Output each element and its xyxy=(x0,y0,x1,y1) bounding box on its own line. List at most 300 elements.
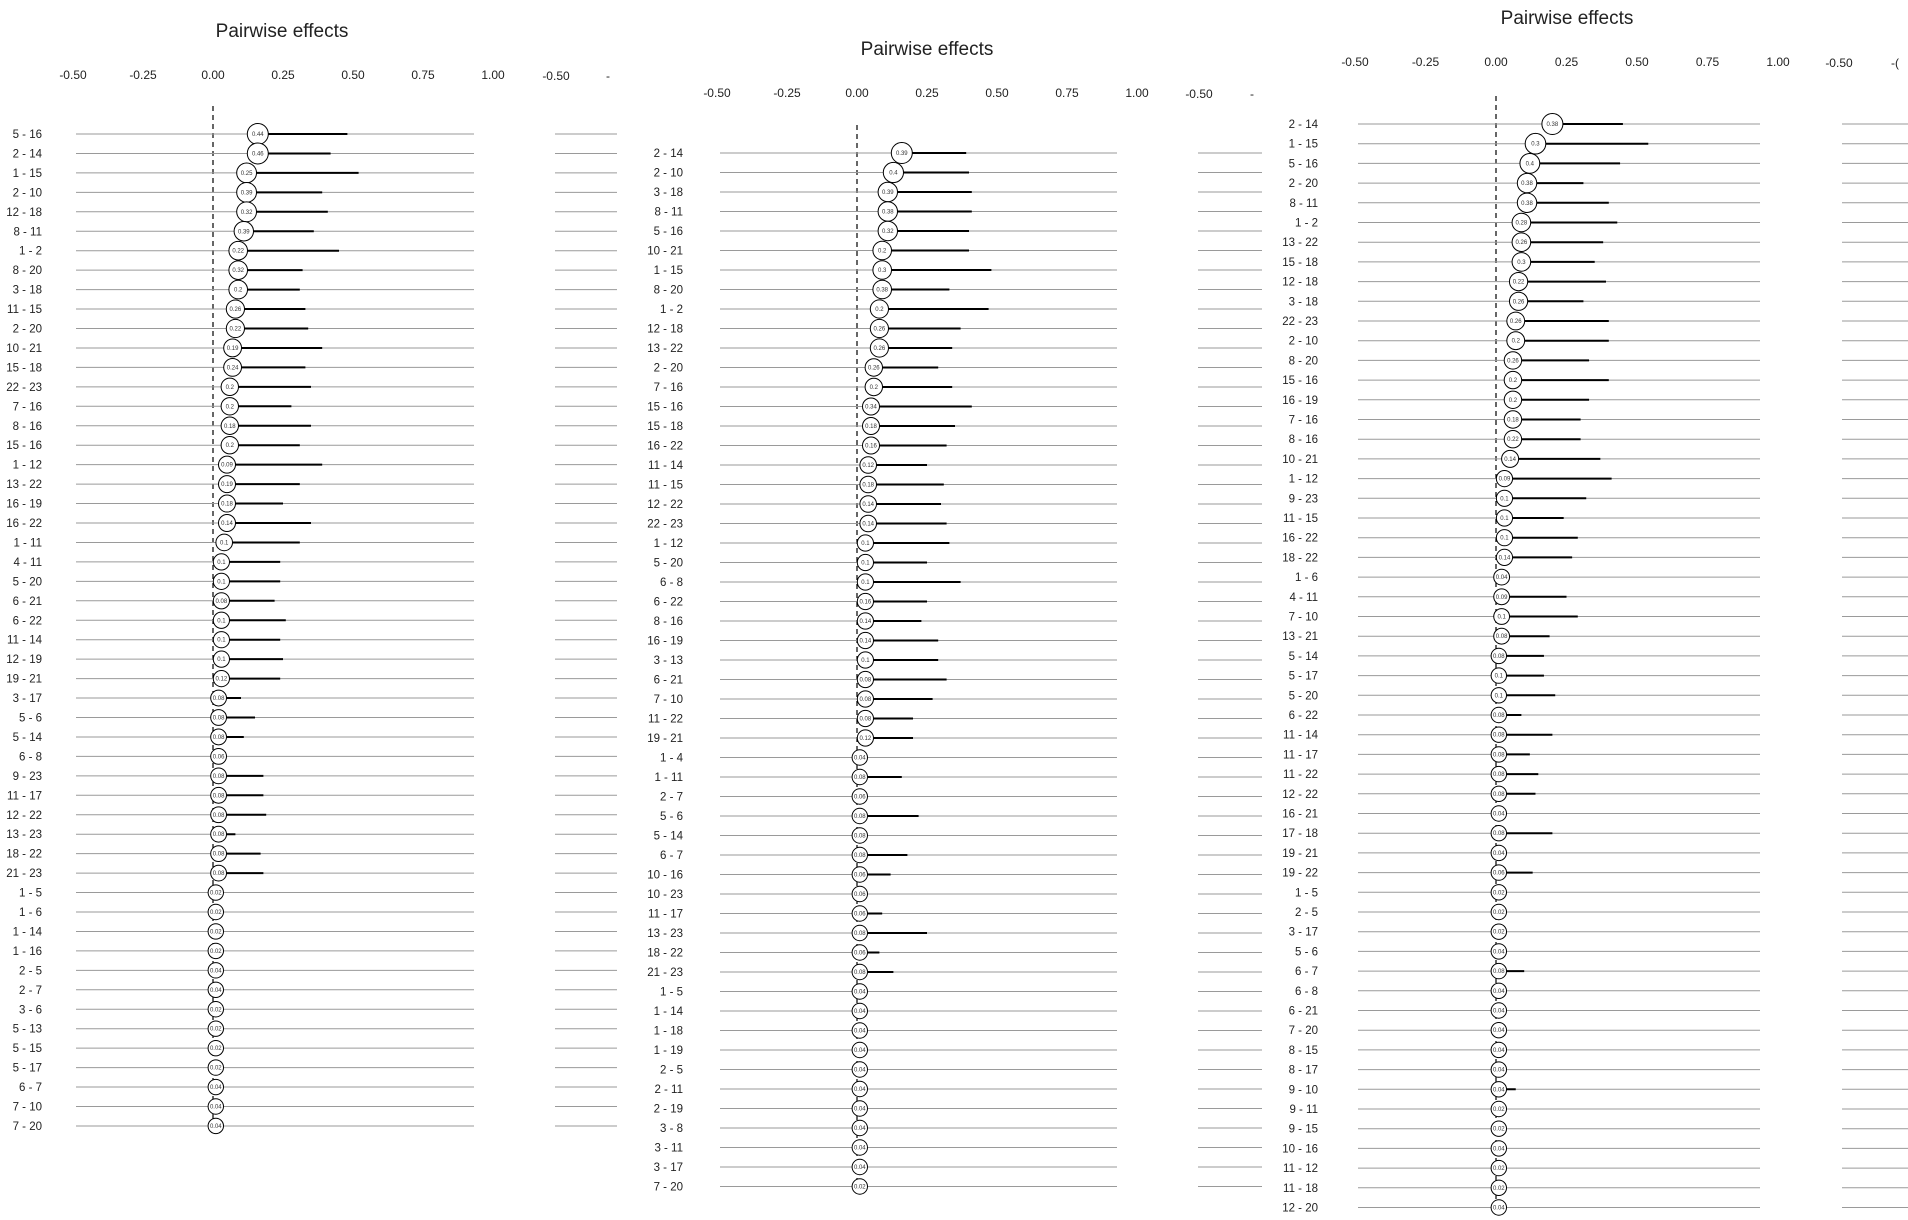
effect-point-label: 0.2 xyxy=(234,287,243,294)
effect-point-label: 0.08 xyxy=(212,832,225,839)
effect-point-label: 0.1 xyxy=(217,559,226,566)
x-tick-label: 0.75 xyxy=(1695,55,1720,69)
pair-label: 15 - 16 xyxy=(6,440,42,453)
effect-point-label: 0.02 xyxy=(209,1007,222,1014)
pair-label: 1 - 15 xyxy=(1288,138,1318,151)
pair-label: 2 - 20 xyxy=(12,323,42,336)
effect-point-label: 0.08 xyxy=(859,697,872,703)
second-axis-tick-label: - xyxy=(606,69,610,83)
pair-label: 5 - 14 xyxy=(653,830,683,843)
effect-point-label: 0.32 xyxy=(881,229,894,235)
effect-point-label: 0.1 xyxy=(861,541,870,547)
effect-point-label: 0.08 xyxy=(212,773,225,780)
pair-label: 12 - 22 xyxy=(647,499,683,511)
pair-label: 9 - 11 xyxy=(1289,1104,1318,1116)
effect-point-label: 0.26 xyxy=(1509,319,1522,325)
effect-point-label: 0.19 xyxy=(226,345,239,352)
pair-label: 7 - 10 xyxy=(12,1101,42,1114)
effect-point-label: 0.04 xyxy=(209,1123,222,1130)
x-tick-label: 1.00 xyxy=(481,68,505,82)
effect-point-label: 0.04 xyxy=(1492,1146,1505,1153)
pair-label: 5 - 14 xyxy=(12,731,42,744)
effect-point-label: 0.08 xyxy=(212,871,225,878)
x-tick-label: 0.75 xyxy=(1055,86,1079,100)
pair-label: 1 - 14 xyxy=(12,926,42,939)
x-tick-label: 0.50 xyxy=(985,86,1009,100)
pair-label: 6 - 22 xyxy=(12,615,42,628)
effect-point-label: 0.38 xyxy=(876,287,889,294)
effect-point-label: 0.08 xyxy=(853,970,866,976)
pair-label: 5 - 15 xyxy=(12,1043,42,1056)
pair-label: 5 - 20 xyxy=(653,557,683,570)
pair-label: 1 - 12 xyxy=(12,459,42,472)
pair-label: 22 - 23 xyxy=(1282,316,1318,328)
pair-label: 7 - 20 xyxy=(653,1181,683,1194)
pair-label: 5 - 17 xyxy=(1288,670,1318,683)
pair-label: 6 - 8 xyxy=(1294,985,1318,998)
pair-label: 3 - 17 xyxy=(653,1162,683,1174)
pair-label: 8 - 15 xyxy=(1288,1044,1318,1057)
pair-label: 10 - 21 xyxy=(1282,453,1318,466)
effect-point-label: 0.18 xyxy=(1507,417,1519,424)
pair-label: 1 - 15 xyxy=(653,265,683,277)
effect-point-label: 0.08 xyxy=(1492,791,1505,798)
effect-point-label: 0.26 xyxy=(1512,299,1525,306)
effect-point-label: 0.1 xyxy=(861,580,870,586)
effect-point-label: 0.2 xyxy=(1508,397,1518,404)
pair-label: 19 - 21 xyxy=(1282,847,1318,860)
panel-2 xyxy=(647,39,1262,1194)
effect-point-label: 0.19 xyxy=(221,482,233,489)
pair-label: 8 - 11 xyxy=(1289,197,1318,210)
effect-point-label: 0.04 xyxy=(1492,1028,1505,1035)
effect-point-label: 0.12 xyxy=(215,676,228,683)
effect-point-label: 0.04 xyxy=(853,1028,866,1035)
effect-point-label: 0.04 xyxy=(1492,850,1505,857)
pair-label: 5 - 6 xyxy=(1294,946,1318,959)
x-tick-label: 0.00 xyxy=(201,68,225,82)
pair-label: 11 - 17 xyxy=(7,790,42,803)
pair-label: 2 - 14 xyxy=(12,148,42,161)
pair-label: 3 - 6 xyxy=(18,1004,42,1017)
effect-point-label: 0.26 xyxy=(867,365,880,372)
effect-point-label: 0.22 xyxy=(1507,437,1519,444)
pair-label: 4 - 11 xyxy=(13,556,42,569)
effect-point-label: 0.04 xyxy=(1492,1008,1505,1015)
x-tick-label: -0.25 xyxy=(129,68,157,82)
effect-point-label: 0.04 xyxy=(853,1126,866,1132)
pair-label: 15 - 18 xyxy=(647,421,683,433)
effect-point-label: 0.2 xyxy=(875,307,884,313)
x-tick-label: 0.50 xyxy=(1625,55,1649,69)
effect-point-label: 0.14 xyxy=(859,638,872,645)
pair-label: 11 - 18 xyxy=(1283,1182,1318,1195)
pair-label: 5 - 16 xyxy=(653,226,683,238)
effect-point-label: 0.14 xyxy=(862,502,875,508)
effect-point-label: 0.04 xyxy=(1492,988,1505,995)
pair-label: 6 - 22 xyxy=(653,596,683,609)
effect-point-label: 0.06 xyxy=(853,911,866,918)
pair-label: 1 - 4 xyxy=(659,752,683,765)
effect-point-label: 0.26 xyxy=(1507,358,1519,365)
effect-point-label: 0.02 xyxy=(1492,890,1505,897)
pair-label: 18 - 22 xyxy=(1282,552,1318,565)
effect-point-label: 0.34 xyxy=(865,404,877,411)
panel-title: Pairwise effects xyxy=(215,21,349,42)
pair-label: 6 - 8 xyxy=(659,577,683,589)
effect-point-label: 0.2 xyxy=(225,384,234,391)
effect-point-label: 0.04 xyxy=(209,1085,222,1092)
pair-label: 13 - 22 xyxy=(647,343,683,355)
effect-point-label: 0.18 xyxy=(862,482,875,489)
pair-label: 13 - 22 xyxy=(1282,237,1318,250)
x-tick-label: -0.50 xyxy=(1341,55,1369,69)
pair-label: 3 - 18 xyxy=(12,284,42,297)
pair-label: 6 - 22 xyxy=(1288,710,1318,722)
pair-label: 12 - 22 xyxy=(1282,788,1318,801)
pair-label: 9 - 15 xyxy=(1288,1123,1318,1136)
effect-point-label: 0.39 xyxy=(895,151,908,157)
pair-label: 8 - 16 xyxy=(12,420,42,433)
effect-point-label: 0.02 xyxy=(209,910,222,916)
effect-point-label: 0.4 xyxy=(1525,161,1535,168)
pair-label: 1 - 16 xyxy=(12,945,42,958)
pair-label: 1 - 5 xyxy=(659,986,683,999)
second-axis-tick-label: -0.50 xyxy=(542,69,570,83)
effect-point-label: 0.1 xyxy=(1494,693,1503,700)
pair-label: 3 - 13 xyxy=(653,655,683,667)
pair-label: 12 - 18 xyxy=(6,206,42,219)
effect-point-label: 0.1 xyxy=(1494,673,1503,680)
pair-label: 3 - 17 xyxy=(12,693,42,706)
pair-label: 1 - 12 xyxy=(1288,473,1318,486)
effect-point-label: 0.08 xyxy=(212,696,225,703)
pair-label: 2 - 7 xyxy=(659,791,683,804)
pair-label: 11 - 14 xyxy=(1283,729,1318,742)
pair-label: 11 - 17 xyxy=(1283,749,1318,762)
effect-point-label: 0.38 xyxy=(1546,122,1559,128)
x-tick-label: 0.75 xyxy=(411,68,435,82)
effect-point-label: 0.14 xyxy=(859,619,872,625)
pair-label: 19 - 21 xyxy=(647,733,683,745)
panel-1 xyxy=(6,21,617,1134)
effect-point-label: 0.02 xyxy=(1492,929,1505,936)
pair-label: 11 - 22 xyxy=(1283,769,1318,782)
x-tick-label: 0.25 xyxy=(271,68,295,82)
pair-label: 1 - 5 xyxy=(1294,887,1318,900)
pair-label: 9 - 23 xyxy=(1288,493,1318,506)
effect-point-label: 0.12 xyxy=(862,463,875,469)
effect-point-label: 0.04 xyxy=(1492,811,1505,818)
pair-label: 2 - 20 xyxy=(1288,178,1318,191)
pair-label: 21 - 23 xyxy=(647,967,683,979)
pair-label: 13 - 22 xyxy=(6,479,42,492)
pair-label: 1 - 2 xyxy=(659,304,683,316)
pair-label: 8 - 17 xyxy=(1288,1064,1318,1077)
pair-label: 22 - 23 xyxy=(647,518,683,531)
pair-label: 15 - 16 xyxy=(647,401,683,414)
effect-point-label: 0.14 xyxy=(1498,555,1511,562)
effect-point-label: 0.04 xyxy=(209,1104,222,1111)
effect-point-label: 0.08 xyxy=(1492,713,1505,719)
pair-label: 2 - 10 xyxy=(653,167,683,180)
effect-point-label: 0.06 xyxy=(1492,870,1505,877)
pair-label: 19 - 21 xyxy=(6,673,42,686)
effect-point-label: 0.38 xyxy=(1521,181,1533,188)
pair-label: 22 - 23 xyxy=(6,381,42,394)
pair-label: 5 - 20 xyxy=(1288,690,1318,703)
pair-label: 2 - 14 xyxy=(1288,119,1318,131)
pair-label: 6 - 8 xyxy=(18,751,42,764)
effect-point-label: 0.02 xyxy=(1492,1185,1505,1192)
effect-point-label: 0.1 xyxy=(217,579,226,586)
effect-point-label: 0.38 xyxy=(1521,200,1533,207)
effect-point-label: 0.1 xyxy=(1500,535,1509,542)
effect-point-label: 0.04 xyxy=(853,989,866,996)
pair-label: 9 - 10 xyxy=(1288,1084,1318,1097)
effect-point-label: 0.02 xyxy=(209,929,222,936)
pair-label: 16 - 22 xyxy=(647,440,683,453)
effect-point-label: 0.08 xyxy=(212,715,225,722)
effect-point-label: 0.32 xyxy=(240,209,253,216)
pair-label: 10 - 21 xyxy=(6,342,42,355)
pair-label: 8 - 20 xyxy=(1288,355,1318,368)
effect-point-label: 0.1 xyxy=(1497,614,1506,621)
effect-point-label: 0.08 xyxy=(859,716,872,723)
pair-label: 7 - 10 xyxy=(1288,611,1318,624)
effect-point-label: 0.08 xyxy=(212,734,225,741)
pair-label: 11 - 15 xyxy=(648,479,683,492)
pair-label: 8 - 20 xyxy=(653,284,683,297)
effect-point-label: 0.06 xyxy=(853,872,866,879)
effect-point-label: 0.02 xyxy=(1492,910,1505,916)
effect-point-label: 0.02 xyxy=(1492,1126,1505,1133)
pair-label: 16 - 21 xyxy=(1282,808,1318,821)
pair-label: 1 - 11 xyxy=(13,537,42,550)
effect-point-label: 0.09 xyxy=(221,462,233,469)
second-axis-tick-label: -( xyxy=(1891,56,1899,70)
pair-label: 16 - 22 xyxy=(1282,532,1318,545)
pair-label: 8 - 11 xyxy=(654,206,683,219)
pair-label: 18 - 22 xyxy=(6,848,42,861)
pair-label: 3 - 11 xyxy=(654,1142,683,1155)
pair-label: 11 - 22 xyxy=(648,713,683,726)
pair-label: 18 - 22 xyxy=(647,947,683,960)
effect-point-label: 0.26 xyxy=(873,326,886,333)
effect-point-label: 0.28 xyxy=(1515,220,1528,227)
pair-label: 15 - 16 xyxy=(1282,375,1318,388)
pair-label: 2 - 19 xyxy=(653,1103,683,1116)
effect-point-label: 0.2 xyxy=(869,385,878,391)
pair-label: 1 - 15 xyxy=(12,167,42,180)
effect-point-label: 0.1 xyxy=(217,637,226,644)
pair-label: 7 - 20 xyxy=(12,1120,42,1133)
effect-point-label: 0.08 xyxy=(215,598,228,605)
effect-point-label: 0.06 xyxy=(853,794,866,801)
x-tick-label: 1.00 xyxy=(1125,86,1149,100)
x-tick-label: 0.00 xyxy=(845,86,869,100)
effect-point-label: 0.16 xyxy=(865,443,877,450)
effect-point-label: 0.08 xyxy=(1495,634,1508,641)
effect-point-label: 0.1 xyxy=(217,657,226,664)
pair-label: 19 - 22 xyxy=(1282,867,1318,880)
pair-label: 12 - 18 xyxy=(1282,276,1318,289)
pair-label: 7 - 20 xyxy=(1288,1025,1318,1038)
effect-point-label: 0.08 xyxy=(853,775,866,781)
x-tick-label: 0.50 xyxy=(341,68,365,82)
second-axis-tick-label: - xyxy=(1250,87,1254,101)
panel-title: Pairwise effects xyxy=(1500,8,1634,29)
pair-label: 5 - 16 xyxy=(12,129,42,141)
pair-label: 3 - 17 xyxy=(1288,926,1318,939)
second-axis-tick-label: -0.50 xyxy=(1185,87,1213,101)
effect-point-label: 0.04 xyxy=(209,987,222,994)
pair-label: 2 - 14 xyxy=(653,148,683,160)
effect-point-label: 0.1 xyxy=(861,658,870,664)
pair-label: 11 - 14 xyxy=(7,634,42,647)
effect-point-label: 0.08 xyxy=(853,853,866,859)
effect-point-label: 0.08 xyxy=(1492,732,1505,739)
effect-point-label: 0.1 xyxy=(220,540,229,547)
effect-point-label: 0.39 xyxy=(237,229,250,236)
pair-label: 3 - 8 xyxy=(659,1123,683,1135)
effect-point-label: 0.08 xyxy=(1492,752,1505,759)
effect-point-label: 0.08 xyxy=(853,814,866,820)
effect-point-label: 0.22 xyxy=(1512,279,1525,286)
pair-label: 7 - 16 xyxy=(653,382,683,394)
pair-label: 1 - 11 xyxy=(654,772,683,784)
x-tick-label: 0.25 xyxy=(1554,55,1579,69)
pair-label: 5 - 17 xyxy=(12,1062,42,1075)
effect-point-label: 0.02 xyxy=(209,890,222,897)
effect-point-label: 0.12 xyxy=(859,736,872,742)
effect-point-label: 0.02 xyxy=(209,1065,222,1072)
effect-point-label: 0.08 xyxy=(212,793,225,800)
pair-label: 16 - 22 xyxy=(6,518,42,530)
pair-label: 12 - 19 xyxy=(6,654,42,667)
pair-label: 4 - 11 xyxy=(1289,591,1318,604)
effect-point-label: 0.02 xyxy=(1492,1166,1505,1173)
effect-point-label: 0.04 xyxy=(853,1048,866,1054)
pair-label: 11 - 15 xyxy=(1283,513,1318,525)
pair-label: 6 - 21 xyxy=(12,595,42,608)
pair-label: 2 - 10 xyxy=(12,187,42,200)
pair-label: 6 - 21 xyxy=(1288,1005,1318,1018)
effect-point-label: 0.09 xyxy=(1495,594,1508,601)
effect-point-label: 0.39 xyxy=(881,190,894,196)
pair-label: 6 - 7 xyxy=(1294,966,1318,979)
x-tick-label: -0.50 xyxy=(59,68,87,82)
effect-point-label: 0.04 xyxy=(1492,949,1505,956)
pair-label: 2 - 20 xyxy=(653,362,683,375)
pair-label: 2 - 5 xyxy=(659,1064,683,1077)
effect-point-label: 0.25 xyxy=(240,170,253,177)
pair-label: 6 - 7 xyxy=(659,850,683,862)
pair-label: 15 - 18 xyxy=(1282,256,1318,269)
effect-point-label: 0.02 xyxy=(1492,1107,1505,1113)
pair-label: 1 - 2 xyxy=(1294,217,1318,230)
effect-point-label: 0.26 xyxy=(1515,240,1528,247)
pair-label: 12 - 18 xyxy=(647,323,683,336)
effect-point-label: 0.04 xyxy=(1492,1067,1505,1074)
effect-point-label: 0.24 xyxy=(226,365,239,372)
pair-label: 11 - 12 xyxy=(1283,1163,1318,1176)
pair-label: 5 - 16 xyxy=(1288,158,1318,171)
effect-point-label: 0.14 xyxy=(221,521,233,527)
pair-label: 1 - 14 xyxy=(653,1006,683,1018)
pair-label: 5 - 20 xyxy=(12,576,42,589)
effect-point-label: 0.2 xyxy=(225,404,234,411)
effect-point-label: 0.08 xyxy=(1492,969,1505,976)
pair-label: 5 - 13 xyxy=(12,1023,42,1036)
pair-label: 5 - 14 xyxy=(1288,650,1318,663)
pair-label: 3 - 18 xyxy=(653,187,683,199)
effect-point-label: 0.4 xyxy=(889,170,898,177)
pair-label: 12 - 22 xyxy=(6,809,42,822)
pair-label: 13 - 21 xyxy=(1282,631,1318,644)
pair-label: 1 - 5 xyxy=(18,887,42,900)
pair-label: 7 - 10 xyxy=(653,694,683,706)
pair-label: 8 - 20 xyxy=(12,265,42,278)
effect-point-label: 0.2 xyxy=(225,443,234,450)
pair-label: 8 - 11 xyxy=(13,226,42,239)
pair-label: 12 - 20 xyxy=(1282,1202,1318,1215)
effect-point-label: 0.08 xyxy=(212,851,225,858)
pair-label: 2 - 7 xyxy=(18,984,42,997)
effect-point-label: 0.04 xyxy=(853,1009,866,1015)
effect-point-label: 0.08 xyxy=(1492,772,1505,779)
effect-point-label: 0.04 xyxy=(853,1087,866,1093)
pair-label: 1 - 18 xyxy=(653,1025,683,1038)
effect-point-label: 0.3 xyxy=(878,268,887,274)
pair-label: 3 - 18 xyxy=(1288,296,1318,309)
effect-point-label: 0.06 xyxy=(853,950,866,957)
pair-label: 8 - 16 xyxy=(1288,434,1318,447)
pair-label: 8 - 16 xyxy=(653,616,683,628)
pair-label: 10 - 21 xyxy=(647,245,683,258)
x-tick-label: -0.25 xyxy=(1411,55,1440,69)
effect-point-label: 0.04 xyxy=(1495,575,1508,582)
pair-label: 13 - 23 xyxy=(6,829,42,842)
effect-point-label: 0.02 xyxy=(209,1026,222,1033)
pair-label: 10 - 16 xyxy=(1282,1143,1318,1156)
effect-point-label: 0.14 xyxy=(862,521,875,528)
pair-label: 17 - 18 xyxy=(1282,828,1318,841)
effect-point-label: 0.04 xyxy=(1492,1047,1505,1054)
effect-point-label: 0.02 xyxy=(209,1046,222,1053)
pair-label: 2 - 5 xyxy=(1294,907,1318,919)
effect-point-label: 0.04 xyxy=(1492,1205,1505,1212)
effect-point-label: 0.1 xyxy=(861,560,870,567)
pair-label: 11 - 15 xyxy=(7,304,42,317)
effect-point-label: 0.02 xyxy=(209,948,222,955)
effect-point-label: 0.18 xyxy=(865,424,877,430)
x-tick-label: 1.00 xyxy=(1766,55,1790,69)
pair-label: 16 - 19 xyxy=(647,635,683,648)
panel-title: Pairwise effects xyxy=(860,39,994,60)
pair-label: 1 - 19 xyxy=(653,1045,683,1057)
effect-point-label: 0.22 xyxy=(229,326,242,333)
pair-label: 7 - 16 xyxy=(12,401,42,414)
x-tick-label: 0.25 xyxy=(915,86,939,100)
effect-point-label: 0.08 xyxy=(212,812,225,819)
pair-label: 16 - 19 xyxy=(1282,394,1318,407)
effect-point-label: 0.46 xyxy=(251,151,264,158)
pair-label: 11 - 17 xyxy=(648,908,683,921)
pair-label: 21 - 23 xyxy=(6,868,42,881)
pair-label: 2 - 11 xyxy=(654,1084,683,1096)
pair-label: 6 - 21 xyxy=(653,674,683,687)
